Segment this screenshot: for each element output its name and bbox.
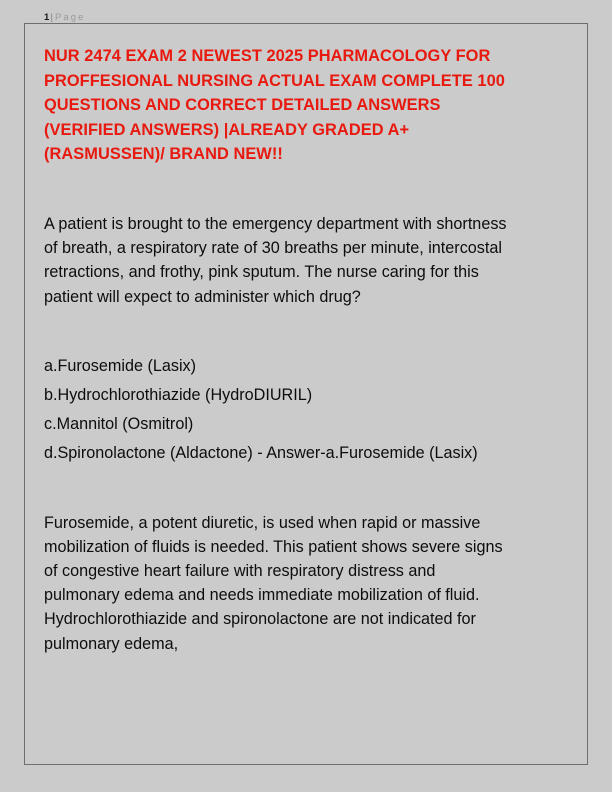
rationale-text: Furosemide, a potent diuretic, is used when rapid or massive mobilization of fluids is needed. This patient shows severe signs of congestive heart failure with respiratory distress and pulmonary edema and needs immediate mobilization of fluid. Hydrochlorothiazide and spironolactone are not indicated for pulmonary edema, [44, 513, 503, 653]
header-page-label: Page [54, 12, 86, 23]
spacer-question-options [44, 309, 518, 354]
document-title: NUR 2474 EXAM 2 NEWEST 2025 PHARMACOLOGY FOR PROFFESIONAL NURSING ACTUAL EXAM COMPLETE 100 QUESTIONS AND CORRECT DETAILED ANSWERS (VERIFIED ANSWERS) |ALREADY GRADED A+(RASMUSSEN)/ BRAND NEW!! [44, 47, 505, 164]
header-separator: | [50, 12, 53, 23]
answer-option-b[interactable]: b.Hydrochlorothiazide (HydroDIURIL) [44, 385, 313, 404]
answer-option-d[interactable]: d.Spironolactone (Aldactone) - Answer-a.Furosemide (Lasix) [44, 444, 478, 463]
document-body [44, 44, 518, 656]
question-text: A patient is brought to the emergency department with shortness of breath, a respiratory rate of 30 breaths per minute, intercostal retractions, and frothy, pink sputum. The nurse caring for this patient will expect to administer which drug? [44, 214, 507, 306]
spacer-options-rationale [44, 466, 518, 511]
header-page-number: 1 [44, 12, 50, 23]
running-header [44, 12, 86, 24]
answer-option-a[interactable]: a.Furosemide (Lasix) [44, 356, 197, 375]
answer-options-list [44, 354, 518, 466]
answer-option-c[interactable]: c.Mannitol (Osmitrol) [44, 415, 194, 434]
spacer-title-question [44, 167, 518, 212]
